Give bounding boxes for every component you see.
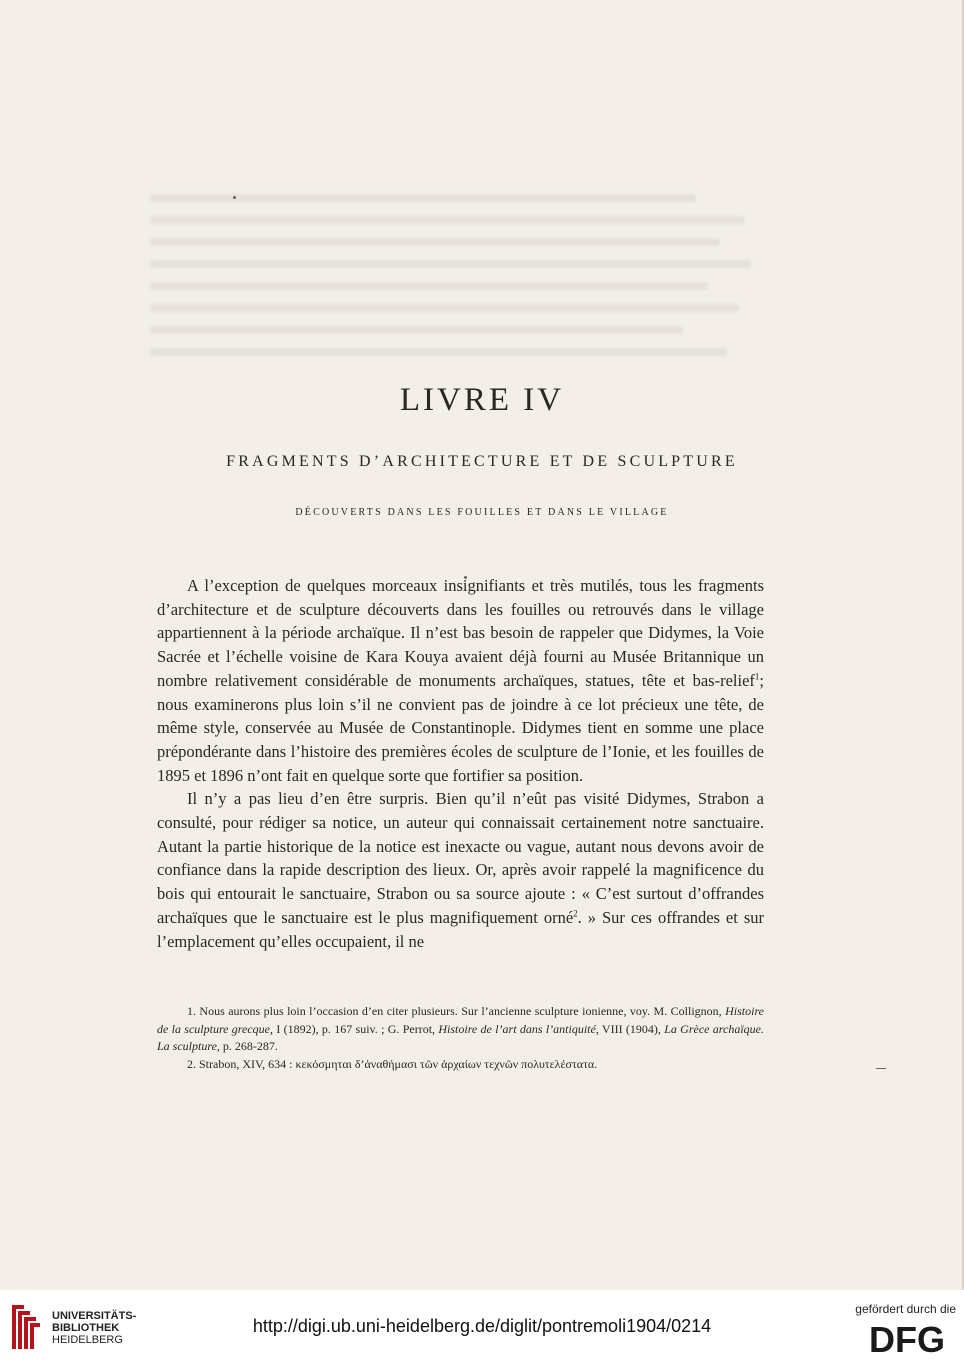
funding-label: gefördert durch die (855, 1302, 956, 1316)
book-title: LIVRE IV (399, 382, 565, 418)
university-library-name: UNIVERSITÄTS- BIBLIOTHEK HEIDELBERG (52, 1310, 137, 1346)
scan-speck (233, 196, 236, 199)
bleed-through-text (150, 180, 770, 500)
footnotes (157, 1003, 764, 1073)
paragraph-2: Il n’y a pas lieu d’en être surpris. Bien qu’il n’eût pas visité Didymes, Strabon a consulté, pour rédiger sa notice, un auteur qui connaissait certainement notre sanctuaire. Autant la partie historique de la notice est inexacte ou vague, autant nous devons avoir de confiance dans la rapide description des lieux. Or, après avoir rappelé la magnificence du bois qui entourait le sanctuaire, Strabon ou sa source ajoute : « C’est surtout d’offrandes archaïques que le sanctuaire est le plus magnifiquement orné$^2$. » Sur ces offrandes et sur l’emplacement qu’elles occupaient, il ne (157, 789, 764, 951)
book-subsubtitle: DÉCOUVERTS DANS LES FOUILLES ET DANS LE VILLAGE (295, 507, 669, 518)
dfg-logo-icon (862, 1323, 952, 1355)
footnote-1: 1. Nous aurons plus loin l’occasion d’en citer plusieurs. Sur l’ancienne sculpture ionienne, voy. M. Collignon, Histoire de la sculpture grecque, I (1892), p. 167 suiv. ; G. Perrot, Histoire de l’art dans l’antiquité, VIII (1904), La Grèce archaïque. La sculpture, p. 268-287. (157, 1004, 765, 1053)
svg-text:DFG: DFG (869, 1323, 945, 1355)
permalink-url[interactable]: http://digi.ub.uni-heidelberg.de/diglit/pontremoli1904/0214 (252, 1316, 712, 1336)
footnote-ref-1: 1 (754, 671, 760, 682)
book-subtitle: FRAGMENTS D’ARCHITECTURE ET DE SCULPTURE (226, 453, 738, 470)
paragraph-1: A l’exception de quelques morceaux insignifiants et très mutilés, tous les fragments d’architecture et de sculpture découverts dans les fouilles ou retrouvés dans le village appartiennent à la période archaïque. Il n’est bas besoin de rappeler que Didymes, la Voie Sacrée et l’échelle voisine de Kara Kouya avaient déjà fourni au Musée Britannique un nombre relativement considérable de monuments archaïques, statues, tête et bas-relief$^1$; nous examinerons plus loin s’il ne convient pas de joindre à ce lot précieux une tête, de même style, conservée au Musée de Constantinople. Didymes tient en somme une place prépondérante dans l’histoire des premières écoles de sculpture de l’Ionie, et les fouilles de 1895 et 1896 n’ont fait en quelque sorte que fortifier sa position. (157, 576, 764, 785)
scan-mark (876, 1068, 886, 1069)
footnote-ref-2: 2 (573, 908, 578, 919)
main-text (157, 574, 764, 953)
footnote-2: 2. Strabon, XIV, 634 : κεκόσμηται δ’ἀναθήμασι τῶν ἀρχαίων τεχνῶν πολυτελέστατα. (187, 1056, 598, 1071)
